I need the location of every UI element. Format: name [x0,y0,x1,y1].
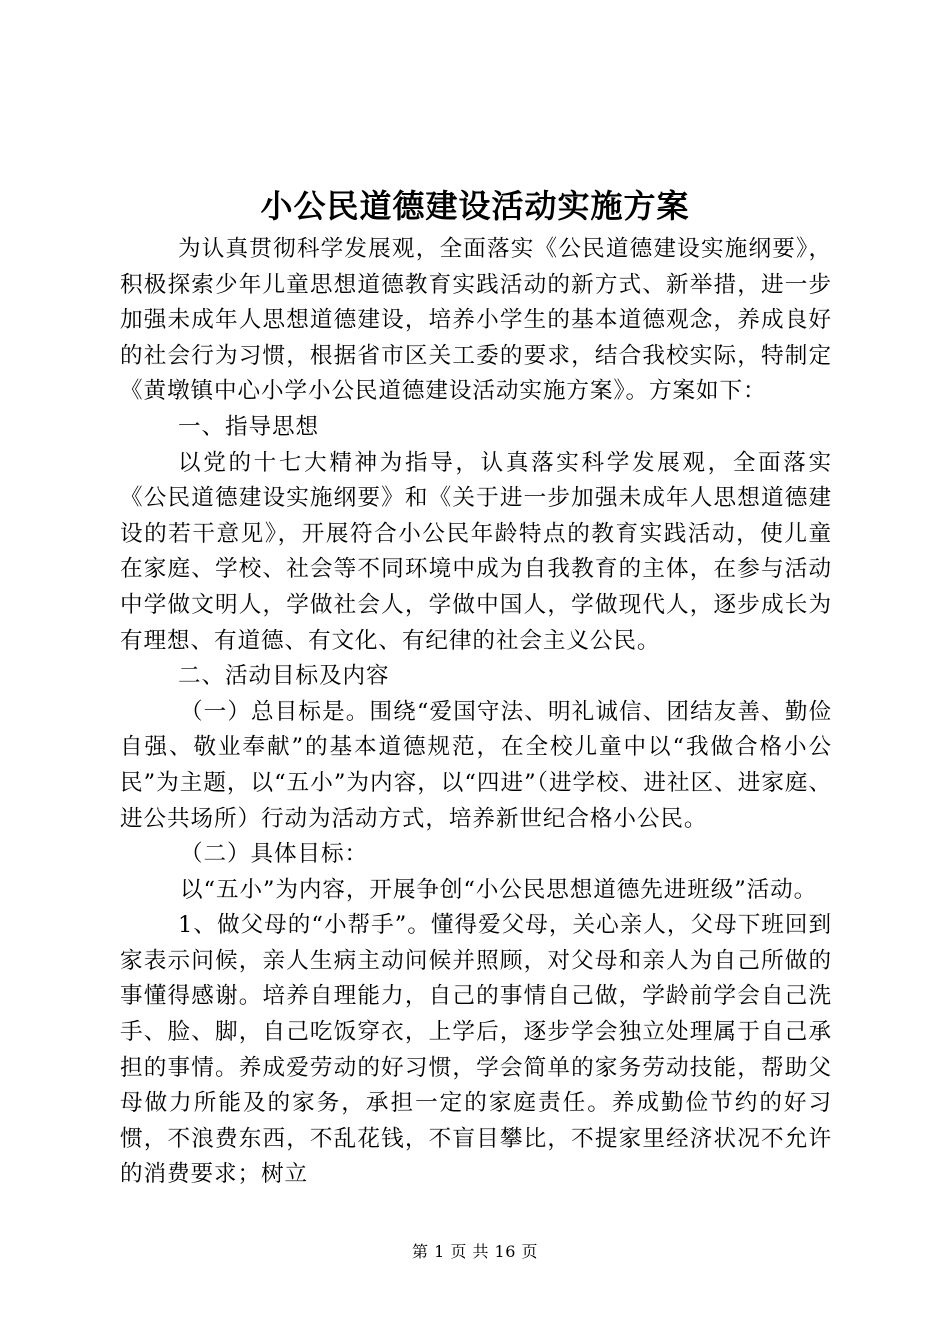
document-title: 小公民道德建设活动实施方案 [260,187,690,225]
guiding-ideology-paragraph: 以党的十七大精神为指导，认真落实科学发展观，全面落实《公民道德建设实施纲要》和《关于进一步加强未成年人思想道德建设的若干意见》，开展符合小公民年龄特点的教育实践活动，使儿童在家庭、学校、社会等不同环境中成为自我教育的主体，在参与活动中学做文明人，学做社会人，学做中国人，学做现代人，逐步成长为有理想、有道德、有文化、有纪律的社会主义公民。 [120,449,832,654]
item-1-paragraph: 1、做父母的“小帮手”。懂得爱父母，关心亲人，父母下班回到家表示问候，亲人生病主动问候并照顾，对父母和亲人为自己所做的事懂得感谢。培养自理能力，自己的事情自己做，学龄前学会自己洗手、脸、脚，自己吃饭穿衣，上学后，逐步学会独立处理属于自己承担的事情。养成爱劳动的好习惯，学会简单的家务劳动技能，帮助父母做力所能及的家务，承担一定的家庭责任。养成勤俭节约的好习惯，不浪费东西，不乱花钱，不盲目攀比，不提家里经济状况不允许的消费要求；树立 [120,912,832,1188]
five-small-paragraph: 以“五小”为内容，开展争创“小公民思想道德先进班级”活动。 [180,876,818,903]
intro-paragraph: 为认真贯彻科学发展观，全面落实《公民道德建设实施纲要》，积极探索少年儿童思想道德教育实践活动的新方式、新举措，进一步加强未成年人思想道德建设，培养小学生的基本道德观念，养成良好的社会行为习惯，根据省市区关工委的要求，结合我校实际，特制定《黄墩镇中心小学小公民道德建设活动实施方案》。方案如下： [120,236,832,405]
section-heading-goals-content: 二、活动目标及内容 [178,663,390,690]
overall-goal-paragraph: （一）总目标是。围绕“爱国守法、明礼诚信、团结友善、勤俭自强、敬业奉献”的基本道德规范，在全校儿童中以“我做合格小公民”为主题，以“五小”为内容，以“四进”（进学校、进社区、进家庭、进公共场所）行动为活动方式，培养新世纪合格小公民。 [120,698,833,832]
section-heading-guiding-ideology: 一、指导思想 [178,413,319,440]
subheading-specific-goals: （二）具体目标： [180,841,368,868]
page-number-footer: 第 1 页 共 16 页 [412,1242,538,1261]
document-body [120,232,832,1193]
